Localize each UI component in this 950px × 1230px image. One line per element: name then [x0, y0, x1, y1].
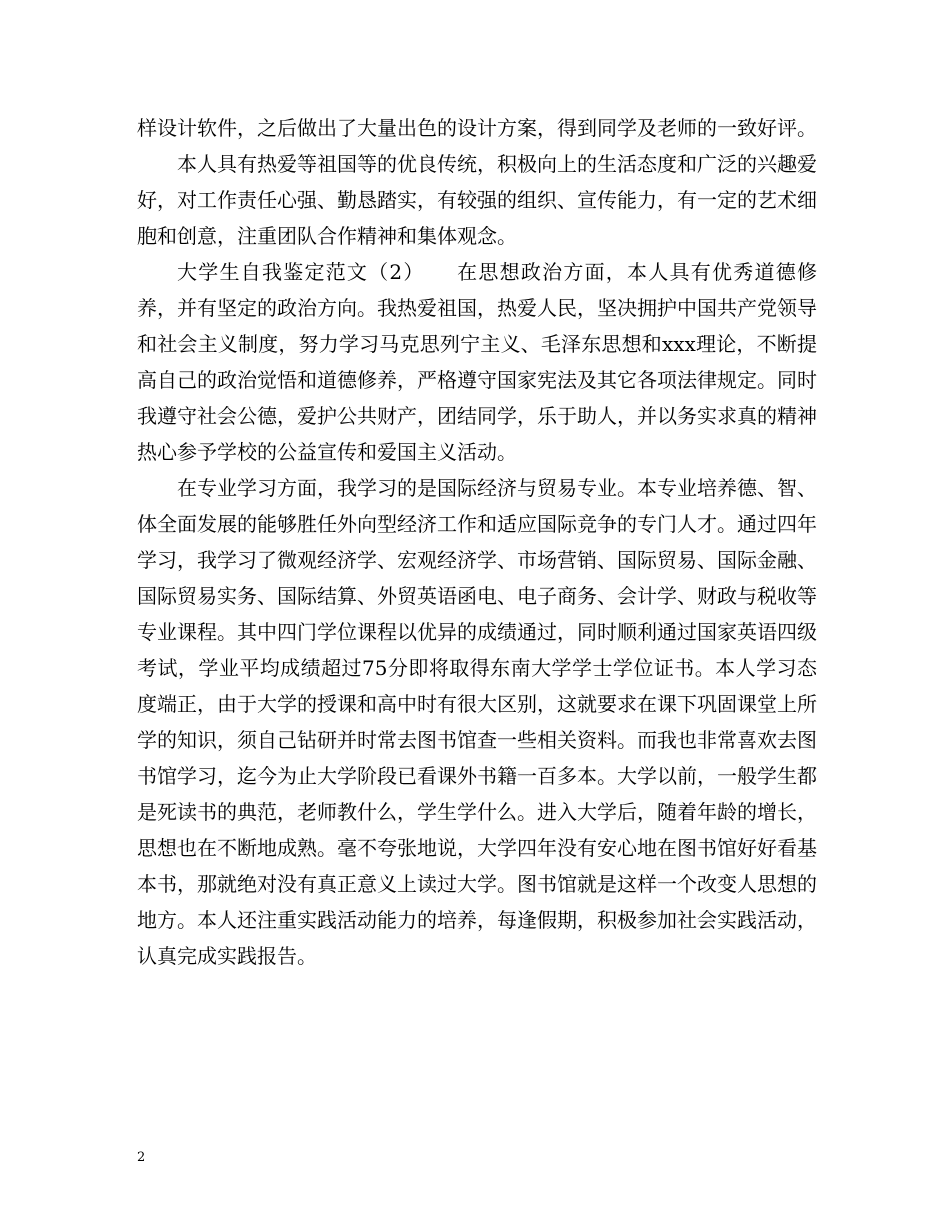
paragraph-political-thought: 大学生自我鉴定范文（2） 在思想政治方面，本人具有优秀道德修养，并有坚定的政治方向。我热爱祖国，热爱人民，坚决拥护中国共产党领导和社会主义制度，努力学习马克思列宁主义、毛泽东思想和xxx理论，不断提高自己的政治觉悟和道德修养，严格遵守国家宪法及其它各项法律规定。同时我遵守社会公德，爱护公共财产，团结同学，乐于助人，并以务实求真的精神热心参予学校的公益宣传和爱国主义活动。 — [137, 260, 817, 464]
document-body — [137, 110, 817, 974]
paragraph-continuation: 样设计软件，之后做出了大量出色的设计方案，得到同学及老师的一致好评。 — [137, 116, 817, 140]
paragraph-professional-study: 在专业学习方面，我学习的是国际经济与贸易专业。本专业培养德、智、体全面发展的能够胜任外向型经济工作和适应国际竞争的专门人才。通过四年学习，我学习了微观经济学、宏观经济学、市场营销、国际贸易、国际金融、国际贸易实务、国际结算、外贸英语函电、电子商务、会计学、财政与税收等专业课程。其中四门学位课程以优异的成绩通过，同时顺利通过国家英语四级考试，学业平均成绩超过75分即将取得东南大学学士学位证书。本人学习态度端正，由于大学的授课和高中时有很大区别，这就要求在课下巩固课堂上所学的知识，须自己钻研并时常去图书馆查一些相关资料。而我也非常喜欢去图书馆学习，迄今为止大学阶段已看课外书籍一百多本。大学以前，一般学生都是死读书的典范，老师教什么，学生学什么。进入大学后，随着年龄的增长，思想也在不断地成熟。毫不夸张地说，大学四年没有安心地在图书馆好好看基本书，那就绝对没有真正意义上读过大学。图书馆就是这样一个改变人思想的地方。本人还注重实践活动能力的培养，每逢假期，积极参加社会实践活动，认真完成实践报告。 — [137, 476, 817, 968]
page-number: 2 — [137, 1150, 146, 1165]
paragraph-personal-qualities: 本人具有热爱等祖国等的优良传统，积极向上的生活态度和广泛的兴趣爱好，对工作责任心强、勤恳踏实，有较强的组织、宣传能力，有一定的艺术细胞和创意，注重团队合作精神和集体观念。 — [137, 152, 817, 248]
